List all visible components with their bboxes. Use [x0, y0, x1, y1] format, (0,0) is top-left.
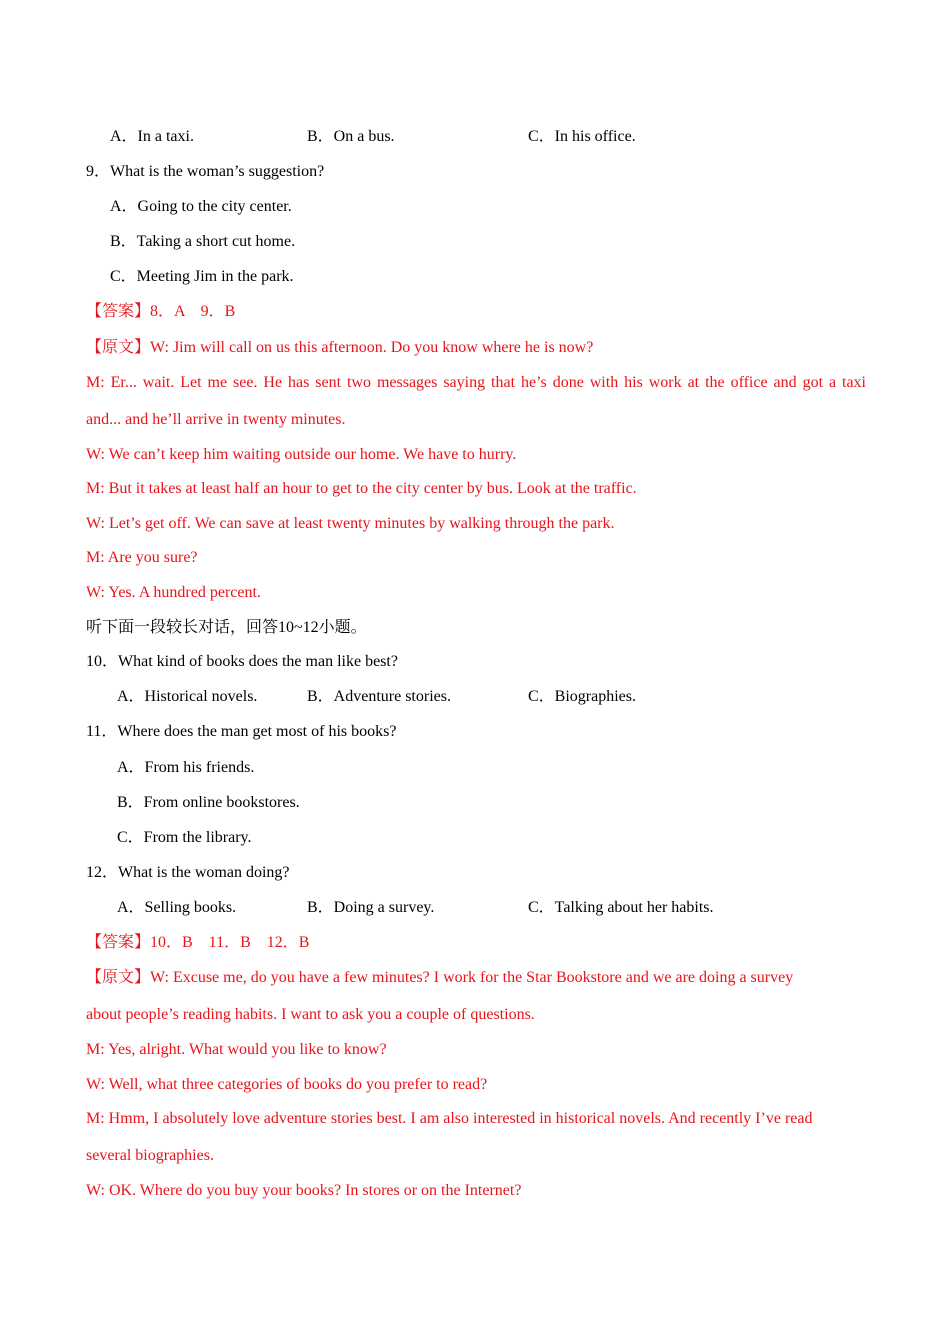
script-line: and... and he’ll arrive in twenty minutes. — [86, 411, 346, 428]
q12-option-c: C．Talking about her habits. — [528, 899, 714, 916]
q11-option-b: B．From online bookstores. — [117, 794, 300, 811]
script-line: W: Yes. A hundred percent. — [86, 584, 261, 601]
script-line: M: Er... wait. Let me see. He has sent two messages saying that he’s done with his work at the office and got a taxi — [86, 374, 866, 391]
script-line: M: Yes, alright. What would you like to know? — [86, 1041, 387, 1058]
script-line: several biographies. — [86, 1147, 214, 1164]
q8-option-b: B．On a bus. — [307, 128, 395, 145]
q8-option-c: C．In his office. — [528, 128, 636, 145]
q12-option-b: B．Doing a survey. — [307, 899, 435, 916]
q11-question: 11．Where does the man get most of his books? — [86, 723, 397, 740]
q12-option-a: A．Selling books. — [117, 899, 237, 916]
script-line: 【原文】W: Excuse me, do you have a few minutes? I work for the Star Bookstore and we are doing a survey — [86, 969, 794, 986]
q9-option-b: B．Taking a short cut home. — [110, 233, 296, 250]
q9-question: 9．What is the woman’s suggestion? — [86, 163, 325, 180]
q11-option-c: C．From the library. — [117, 829, 252, 846]
q12-question: 12．What is the woman doing? — [86, 864, 290, 881]
script-line: 【原文】W: Jim will call on us this afternoon. Do you know where he is now? — [86, 339, 594, 356]
script-line: W: Let’s get off. We can save at least twenty minutes by walking through the park. — [86, 515, 615, 532]
q9-option-a: A．Going to the city center. — [110, 198, 292, 215]
script-line: W: We can’t keep him waiting outside our home. We have to hurry. — [86, 446, 517, 463]
q11-option-a: A．From his friends. — [117, 759, 255, 776]
q10-option-a: A．Historical novels. — [117, 688, 258, 705]
answer-10-12: 【答案】10．B 11．B 12．B — [86, 934, 310, 951]
q10-option-b: B．Adventure stories. — [307, 688, 451, 705]
q10-question: 10．What kind of books does the man like best? — [86, 653, 398, 670]
script-line: M: Are you sure? — [86, 549, 198, 566]
answer-8-9: 【答案】8．A 9．B — [86, 303, 236, 320]
q8-option-a: A．In a taxi. — [110, 128, 194, 145]
script-line: W: Well, what three categories of books do you prefer to read? — [86, 1076, 488, 1093]
section-instruction: 听下面一段较长对话，回答10~12小题。 — [86, 619, 367, 636]
script-line: W: OK. Where do you buy your books? In stores or on the Internet? — [86, 1182, 522, 1199]
q9-option-c: C．Meeting Jim in the park. — [110, 268, 294, 285]
script-line: about people’s reading habits. I want to ask you a couple of questions. — [86, 1006, 535, 1023]
script-line: M: Hmm, I absolutely love adventure stories best. I am also interested in historical novels. And recently I’ve read — [86, 1110, 813, 1127]
q10-option-c: C．Biographies. — [528, 688, 636, 705]
script-line: M: But it takes at least half an hour to get to the city center by bus. Look at the traffic. — [86, 480, 637, 497]
